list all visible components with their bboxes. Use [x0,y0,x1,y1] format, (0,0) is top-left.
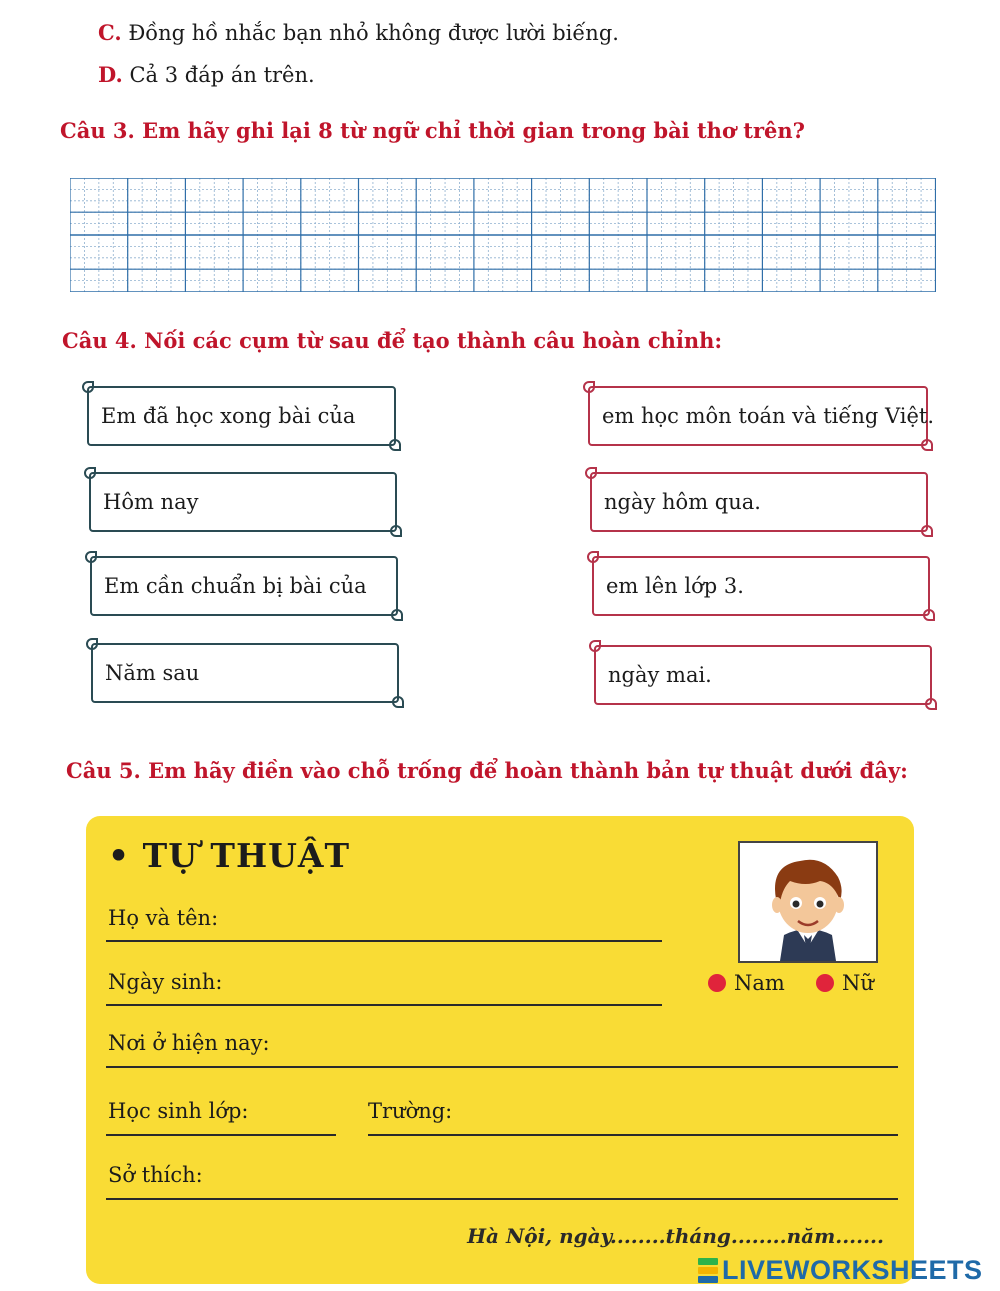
match-left-4[interactable]: Năm sau [91,643,399,703]
profile-card [86,816,914,1284]
match-left-2[interactable]: Hôm nay [89,472,397,532]
class-label: Học sinh lớp: [108,1099,249,1123]
watermark-text: LIVEWORKSHEETS [722,1255,983,1285]
hobby-label: Sở thích: [108,1163,203,1187]
address-line[interactable] [106,1066,898,1068]
hobby-line[interactable] [106,1198,898,1200]
radio-dot-icon [816,974,834,992]
option-d[interactable] [98,62,315,87]
option-c[interactable] [98,20,619,45]
address-label: Nơi ở hiện nay: [108,1031,270,1055]
dob-label: Ngày sinh: [108,970,223,994]
match-right-4[interactable]: ngày mai. [594,645,932,705]
match-left-1[interactable]: Em đã học xong bài của [87,386,396,446]
match-left-3[interactable]: Em cần chuẩn bị bài của [90,556,398,616]
name-label: Họ và tên: [108,906,219,930]
radio-dot-icon [708,974,726,992]
option-text: Cả 3 đáp án trên. [129,63,315,87]
gender-female[interactable] [816,971,874,995]
option-letter: C. [98,20,122,45]
class-line[interactable] [106,1134,336,1136]
gender-female-label: Nữ [842,971,874,995]
dob-line[interactable] [106,1004,662,1006]
name-line[interactable] [106,940,662,942]
card-heading: • TỰ THUẬT [108,836,351,875]
liveworksheets-watermark [698,1255,983,1286]
match-right-2[interactable]: ngày hôm qua. [590,472,928,532]
gender-male[interactable] [708,971,785,995]
date-signoff: Hà Nội, ngày........tháng........năm....... [467,1224,884,1248]
match-right-1[interactable]: em học môn toán và tiếng Việt. [588,386,928,446]
question-4-title: Câu 4. Nối các cụm từ sau để tạo thành câu hoàn chỉnh: [62,328,723,353]
gender-male-label: Nam [734,971,785,995]
question-5-title: Câu 5. Em hãy điền vào chỗ trống để hoàn thành bản tự thuật dưới đây: [66,758,908,783]
option-letter: D. [98,62,123,87]
photo-frame [738,841,878,963]
school-line[interactable] [368,1134,898,1136]
boy-avatar-icon [740,843,876,961]
liveworksheets-logo-icon [698,1258,718,1284]
question-3-title: Câu 3. Em hãy ghi lại 8 từ ngữ chỉ thời gian trong bài thơ trên? [60,118,805,143]
handwriting-grid[interactable] [70,178,936,292]
school-label: Trường: [368,1099,453,1123]
match-right-3[interactable]: em lên lớp 3. [592,556,930,616]
option-text: Đồng hồ nhắc bạn nhỏ không được lười biếng. [128,21,619,45]
